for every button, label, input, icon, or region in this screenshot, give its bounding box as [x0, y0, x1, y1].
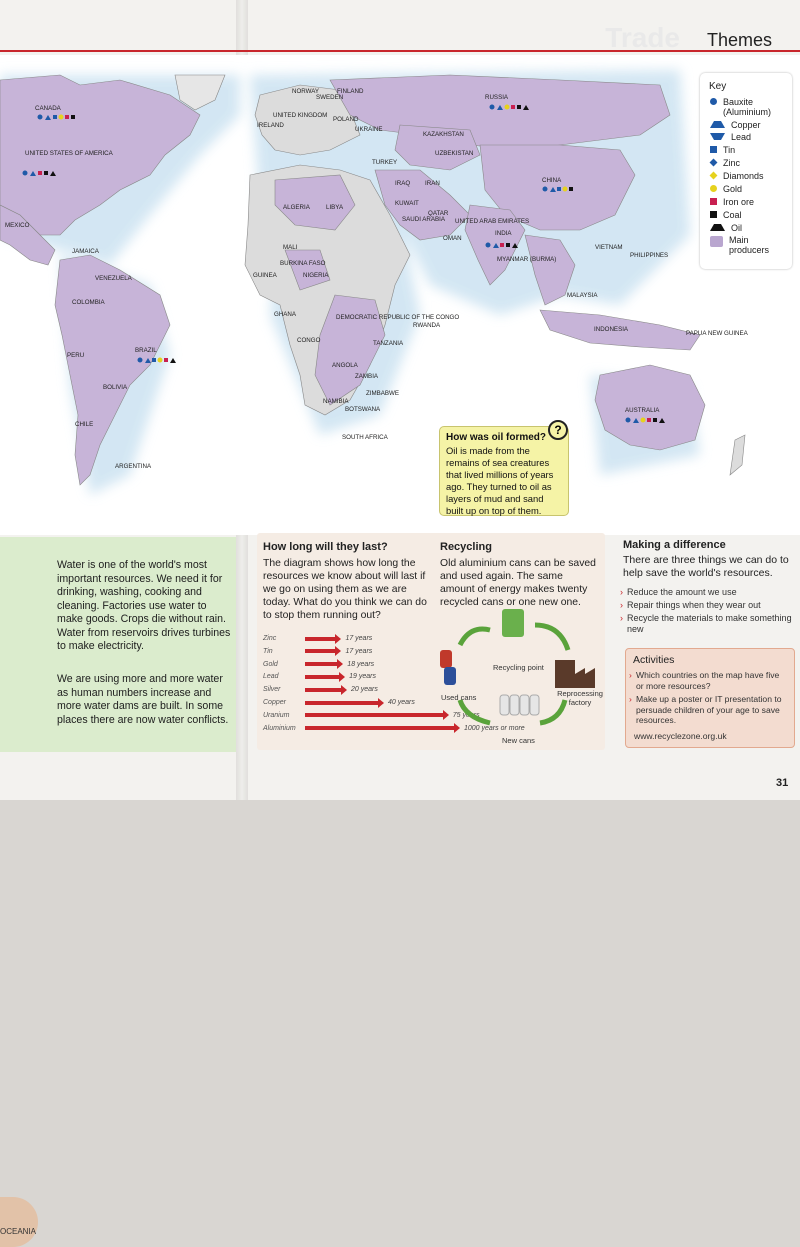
label-norway: NORWAY — [292, 88, 320, 95]
lifetime-arrow — [305, 662, 338, 666]
years-label: 20 years — [351, 686, 378, 694]
label-uae: UNITED ARAB EMIRATES — [455, 218, 530, 225]
used-can-icon — [440, 650, 452, 668]
water-paragraph-2: We are using more and more water as human numbers increase and more water dams are built. In some places there are now water conflicts. — [57, 673, 229, 726]
last-body: The diagram shows how long the resources we know about will last if we go on using them as we are today. What do you think we can do to stop them running out? — [263, 558, 427, 621]
recycling-bin-icon — [502, 609, 524, 637]
gold-symbol — [505, 105, 510, 110]
years-label: 19 years — [349, 673, 376, 681]
producer-swatch-icon — [710, 236, 723, 247]
bauxite-symbol — [138, 358, 143, 363]
page-number: 31 — [776, 777, 789, 789]
key-item-coal: Coal — [710, 210, 742, 220]
label-sweden: SWEDEN — [316, 94, 344, 101]
label-turkey: TURKEY — [372, 159, 398, 166]
oceania-map-fragment: OCEANIA — [0, 1197, 38, 1247]
metal-label: Silver — [263, 686, 281, 694]
label-uk: UNITED KINGDOM — [273, 112, 328, 119]
iron-ore-symbol — [38, 171, 42, 175]
new-cans-label: New cans — [502, 736, 535, 745]
metal-label: Tin — [263, 647, 273, 655]
new-cans-icon — [500, 695, 539, 715]
key-item-copper: Copper — [710, 120, 761, 130]
recycling-point-label: Recycling point — [493, 663, 544, 672]
lifetime-arrow — [305, 688, 342, 692]
coal-symbol — [44, 171, 48, 175]
coal-icon — [710, 211, 717, 218]
label-peru: PERU — [67, 352, 85, 359]
bauxite-symbol — [543, 187, 548, 192]
activity-item: › Make up a poster or IT presentation to persuade children of your age to save resources. — [636, 694, 786, 726]
label-russia: RUSSIA — [485, 94, 509, 101]
bauxite-symbol — [486, 243, 491, 248]
label-uzbekistan: UZBEKISTAN — [435, 150, 474, 157]
bauxite-symbol — [38, 115, 43, 120]
bauxite-icon — [710, 98, 717, 105]
difference-title: Making a difference — [623, 539, 726, 551]
lifetime-arrow — [305, 637, 336, 641]
key-item-iron-ore: Iron ore — [710, 197, 754, 207]
iron-ore-symbol — [164, 358, 168, 362]
label-colombia: COLOMBIA — [72, 299, 105, 306]
label-burkina-faso: BURKINA FASO — [280, 260, 326, 267]
key-item-zinc: Zinc — [710, 158, 740, 168]
iron-ore-symbol — [65, 115, 69, 119]
bauxite-symbol — [490, 105, 495, 110]
label-usa: UNITED STATES OF AMERICA — [25, 150, 113, 157]
label-qatar: QATAR — [428, 210, 449, 217]
label-myanmar: MYANMAR (BURMA) — [497, 256, 557, 263]
diamond-icon — [710, 172, 718, 180]
label-chile: CHILE — [75, 421, 94, 428]
years-label: 40 years — [388, 699, 415, 706]
factory-label: Reprocessing factory — [557, 689, 603, 707]
section-watermark: Trade — [605, 22, 680, 53]
metal-label: Aluminium — [263, 724, 296, 732]
label-ireland: IRELAND — [257, 122, 284, 129]
zinc-icon — [710, 159, 718, 167]
activity-item: › Which countries on the map have five or more resources? — [636, 670, 786, 691]
metal-label: Lead — [263, 673, 279, 681]
label-indonesia: INDONESIA — [594, 326, 629, 333]
used-cans-label: Used cans — [441, 693, 477, 702]
years-label: 1000 years or more — [464, 724, 525, 732]
oil-info-box — [439, 426, 569, 516]
label-malaysia: MALAYSIA — [567, 292, 598, 299]
section-title: Themes — [706, 30, 772, 50]
label-drc: DEMOCRATIC REPUBLIC OF THE CONGO — [336, 314, 460, 321]
iron-ore-symbol — [647, 418, 651, 422]
years-label: 18 years — [347, 660, 375, 668]
tin-symbol — [557, 187, 561, 191]
lifetime-row-zinc — [263, 634, 372, 643]
oil-icon — [710, 224, 725, 231]
label-saudi-arabia: SAUDI ARABIA — [402, 216, 445, 223]
label-kuwait: KUWAIT — [395, 200, 419, 207]
years-label: 17 years — [345, 647, 373, 655]
key-item-lead: Lead — [710, 132, 751, 142]
label-ghana: GHANA — [274, 311, 297, 318]
years-label: 75 years — [452, 711, 480, 719]
label-angola: ANGOLA — [332, 362, 358, 369]
label-kazakhstan: KAZAKHSTAN — [423, 131, 464, 138]
iron-ore-icon — [710, 198, 717, 205]
label-congo: CONGO — [297, 337, 321, 344]
label-iraq: IRAQ — [395, 180, 411, 187]
used-can-icon — [444, 667, 456, 685]
label-mali: MALI — [283, 244, 298, 251]
key-title: Key — [709, 81, 727, 92]
label-brazil: BRAZIL — [135, 347, 157, 354]
label-guinea: GUINEA — [253, 272, 277, 279]
water-paragraph-1: Water is one of the world's most important resources. We need it for drinking, washing, cooking and cleaning. Factories use water to make goods. Crops die without rain. Water from reservoirs drives turbines to make electricity. — [57, 559, 231, 652]
label-philippines: PHILIPPINES — [630, 252, 669, 259]
water-panel — [0, 537, 236, 1236]
label-poland: POLAND — [333, 116, 359, 123]
tin-symbol — [152, 358, 156, 362]
question-icon: ? — [548, 420, 568, 440]
lifetime-arrow — [305, 713, 444, 717]
label-zimbabwe: ZIMBABWE — [366, 390, 400, 397]
label-libya: LIBYA — [326, 204, 344, 211]
label-vietnam: VIETNAM — [595, 244, 623, 251]
key-item-gold: Gold — [710, 184, 742, 194]
lifetime-row-tin — [263, 647, 372, 656]
coal-symbol — [517, 105, 521, 109]
label-namibia: NAMIBIA — [323, 398, 349, 405]
label-iran: IRAN — [425, 180, 440, 187]
label-oman: OMAN — [443, 235, 462, 242]
iron-ore-symbol — [500, 243, 504, 247]
coal-symbol — [506, 243, 510, 247]
iron-ore-symbol — [511, 105, 515, 109]
key-item-tin: Tin — [710, 145, 735, 155]
lifetime-arrow — [305, 675, 340, 679]
recycling-cycle-diagram — [430, 605, 605, 745]
coal-symbol — [569, 187, 573, 191]
label-venezuela: VENEZUELA — [95, 275, 132, 282]
key-item-main-producers: Main producers — [710, 235, 781, 255]
lead-icon — [710, 133, 725, 140]
lifetime-arrow — [305, 701, 379, 705]
difference-item: › Reduce the amount we use — [627, 587, 792, 598]
gold-icon — [710, 185, 717, 192]
label-rwanda: RWANDA — [413, 322, 441, 329]
label-jamaica: JAMAICA — [72, 248, 99, 255]
difference-item: › Repair things when they wear out — [627, 600, 792, 611]
activities-link[interactable]: www.recyclezone.org.uk — [634, 731, 727, 741]
lifetime-row-gold — [263, 660, 374, 669]
oil-box-title: How was oil formed? — [446, 432, 547, 443]
label-botswana: BOTSWANA — [345, 406, 381, 413]
oil-box-body: Oil is made from the remains of sea creatures that lived millions of years ago. They turned to oil as layers of mud and sand built up on top of them. — [446, 445, 554, 516]
gold-symbol — [641, 418, 646, 423]
label-south-africa: SOUTH AFRICA — [342, 434, 388, 441]
factory-icon — [555, 660, 595, 688]
lifetime-row-lead — [263, 672, 376, 681]
recycling-body: Old aluminium cans can be saved and used again. The same amount of energy makes twenty recycled cans or one new one. — [440, 558, 596, 608]
label-india: INDIA — [495, 230, 512, 237]
gold-symbol — [158, 358, 163, 363]
world-resource-map — [0, 55, 800, 535]
activities-box — [625, 648, 795, 748]
difference-item: › Recycle the materials to make something new — [627, 613, 792, 635]
bauxite-symbol — [626, 418, 631, 423]
metal-label: Uranium — [263, 711, 290, 719]
copper-icon — [710, 121, 725, 128]
recycling-title: Recycling — [440, 541, 492, 553]
metal-label: Zinc — [263, 635, 277, 642]
label-zambia: ZAMBIA — [355, 373, 379, 380]
label-australia: AUSTRALIA — [625, 407, 660, 414]
tin-symbol — [53, 115, 57, 119]
label-algeria: ALGERIA — [283, 204, 310, 211]
years-label: 17 years — [345, 635, 373, 642]
bauxite-symbol — [23, 171, 28, 176]
gold-symbol — [59, 115, 64, 120]
map-key — [700, 73, 792, 269]
label-china: CHINA — [542, 177, 562, 184]
label-mexico: MEXICO — [5, 222, 30, 229]
coal-symbol — [653, 418, 657, 422]
metal-label: Gold — [263, 660, 278, 668]
gold-symbol — [563, 187, 568, 192]
activities-title: Activities — [633, 654, 675, 666]
recycle-arrow-icon — [460, 629, 490, 645]
label-nigeria: NIGERIA — [303, 272, 329, 279]
header-rule — [0, 50, 800, 52]
key-item-diamonds: Diamonds — [710, 171, 764, 181]
lifetime-row-copper — [263, 698, 415, 707]
difference-body: There are three things we can do to help save the world's resources. — [623, 554, 789, 579]
lifetime-row-silver — [263, 685, 378, 694]
label-ukraine: UKRAINE — [355, 126, 383, 133]
key-item-oil: Oil — [710, 223, 742, 233]
coal-symbol — [71, 115, 75, 119]
recycle-arrow-icon — [535, 625, 568, 650]
label-tanzania: TANZANIA — [373, 340, 404, 347]
lifetime-arrow — [305, 649, 336, 653]
label-finland: FINLAND — [337, 88, 364, 95]
last-title: How long will they last? — [263, 541, 388, 553]
metal-label: Copper — [263, 699, 286, 706]
recycle-arrow-icon — [460, 700, 490, 723]
label-argentina: ARGENTINA — [115, 463, 152, 470]
label-canada: CANADA — [35, 105, 61, 112]
label-papua-new-guinea: PAPUA NEW GUINEA — [686, 330, 748, 337]
label-bolivia: BOLIVIA — [103, 384, 128, 391]
tin-icon — [710, 146, 717, 153]
key-item-bauxite: Bauxite (Aluminium) — [710, 97, 783, 117]
